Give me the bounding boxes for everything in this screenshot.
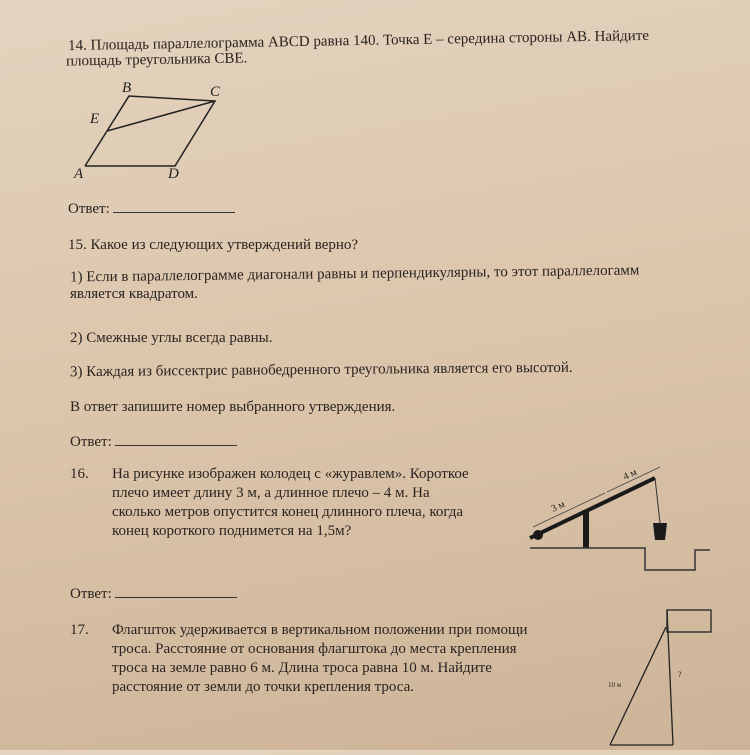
q14-text-line2: площадь треугольника CBE. xyxy=(65,50,248,70)
flagpole-figure xyxy=(600,605,730,755)
answer-line[interactable] xyxy=(115,431,237,446)
label-a: A xyxy=(74,166,84,182)
label-e: E xyxy=(90,111,100,127)
q17-line4: расстояние от земли до точки крепления троса. xyxy=(112,679,414,695)
q17-line2: троса. Расстояние от основания флагштока до места крепления xyxy=(112,641,517,657)
q15-option1-line1: 1) Если в параллелограмме диагонали равны и перпендикулярны, то этот параллелогамм xyxy=(69,262,640,286)
answer-field-16[interactable] xyxy=(70,583,237,603)
q15-option3: 3) Каждая из биссектрис равнобедренного треугольника является его высотой. xyxy=(69,359,573,381)
q15-option1-line2: является квадратом. xyxy=(70,286,198,302)
q17-number: 17. xyxy=(70,622,89,638)
q16-line3: сколько метров опустится конец длинного плеча, когда xyxy=(112,504,464,520)
label-unknown: ? xyxy=(678,670,682,679)
q15-option2: 2) Смежные углы всегда равны. xyxy=(70,330,273,346)
label-short-arm: 3 м xyxy=(549,498,567,515)
bucket-rope xyxy=(655,478,660,523)
ground-well xyxy=(530,548,710,570)
counterweight xyxy=(533,530,543,540)
dimension-line-short xyxy=(533,493,605,527)
q17-line3: троса на земле равно 6 м. Длина троса равна 10 м. Найдите xyxy=(112,660,492,676)
q17-line1: Флагшток удерживается в вертикальном положении при помощи xyxy=(112,622,528,638)
answer-field-14[interactable] xyxy=(68,198,235,218)
label-b: B xyxy=(122,80,132,96)
parallelogram-figure xyxy=(60,78,240,188)
q15-title: 15. Какое из следующих утверждений верно? xyxy=(68,237,359,253)
crane-beam xyxy=(530,478,655,538)
label-c: C xyxy=(210,84,221,100)
flag xyxy=(667,610,711,632)
q16-line4: конец короткого поднимется на 1,5м? xyxy=(112,523,352,539)
well-crane-figure xyxy=(525,455,725,575)
q16-line1: На рисунке изображен колодец с «журавлем». Короткое xyxy=(112,466,469,482)
flagpole xyxy=(667,610,673,745)
label-d: D xyxy=(168,166,179,182)
answer-label: Ответ: xyxy=(68,201,110,217)
q14-text-line1: 14. Площадь параллелограмма ABCD равна 140. Точка E – середина стороны AB. Найдите xyxy=(67,27,650,55)
label-rope: 10 м xyxy=(608,681,622,689)
label-long-arm: 4 м xyxy=(621,466,639,483)
q15-instruction: В ответ запишите номер выбранного утверждения. xyxy=(70,399,396,415)
bucket-icon xyxy=(653,523,667,540)
answer-label: Ответ: xyxy=(70,434,112,450)
answer-line[interactable] xyxy=(115,583,237,598)
q16-number: 16. xyxy=(70,466,89,482)
answer-field-15[interactable] xyxy=(70,431,237,451)
q16-line2: плечо имеет длину 3 м, а длинное плечо – 4 м. На xyxy=(112,485,430,501)
crane-post xyxy=(583,510,589,548)
answer-line[interactable] xyxy=(113,198,235,213)
answer-label: Ответ: xyxy=(70,586,112,602)
